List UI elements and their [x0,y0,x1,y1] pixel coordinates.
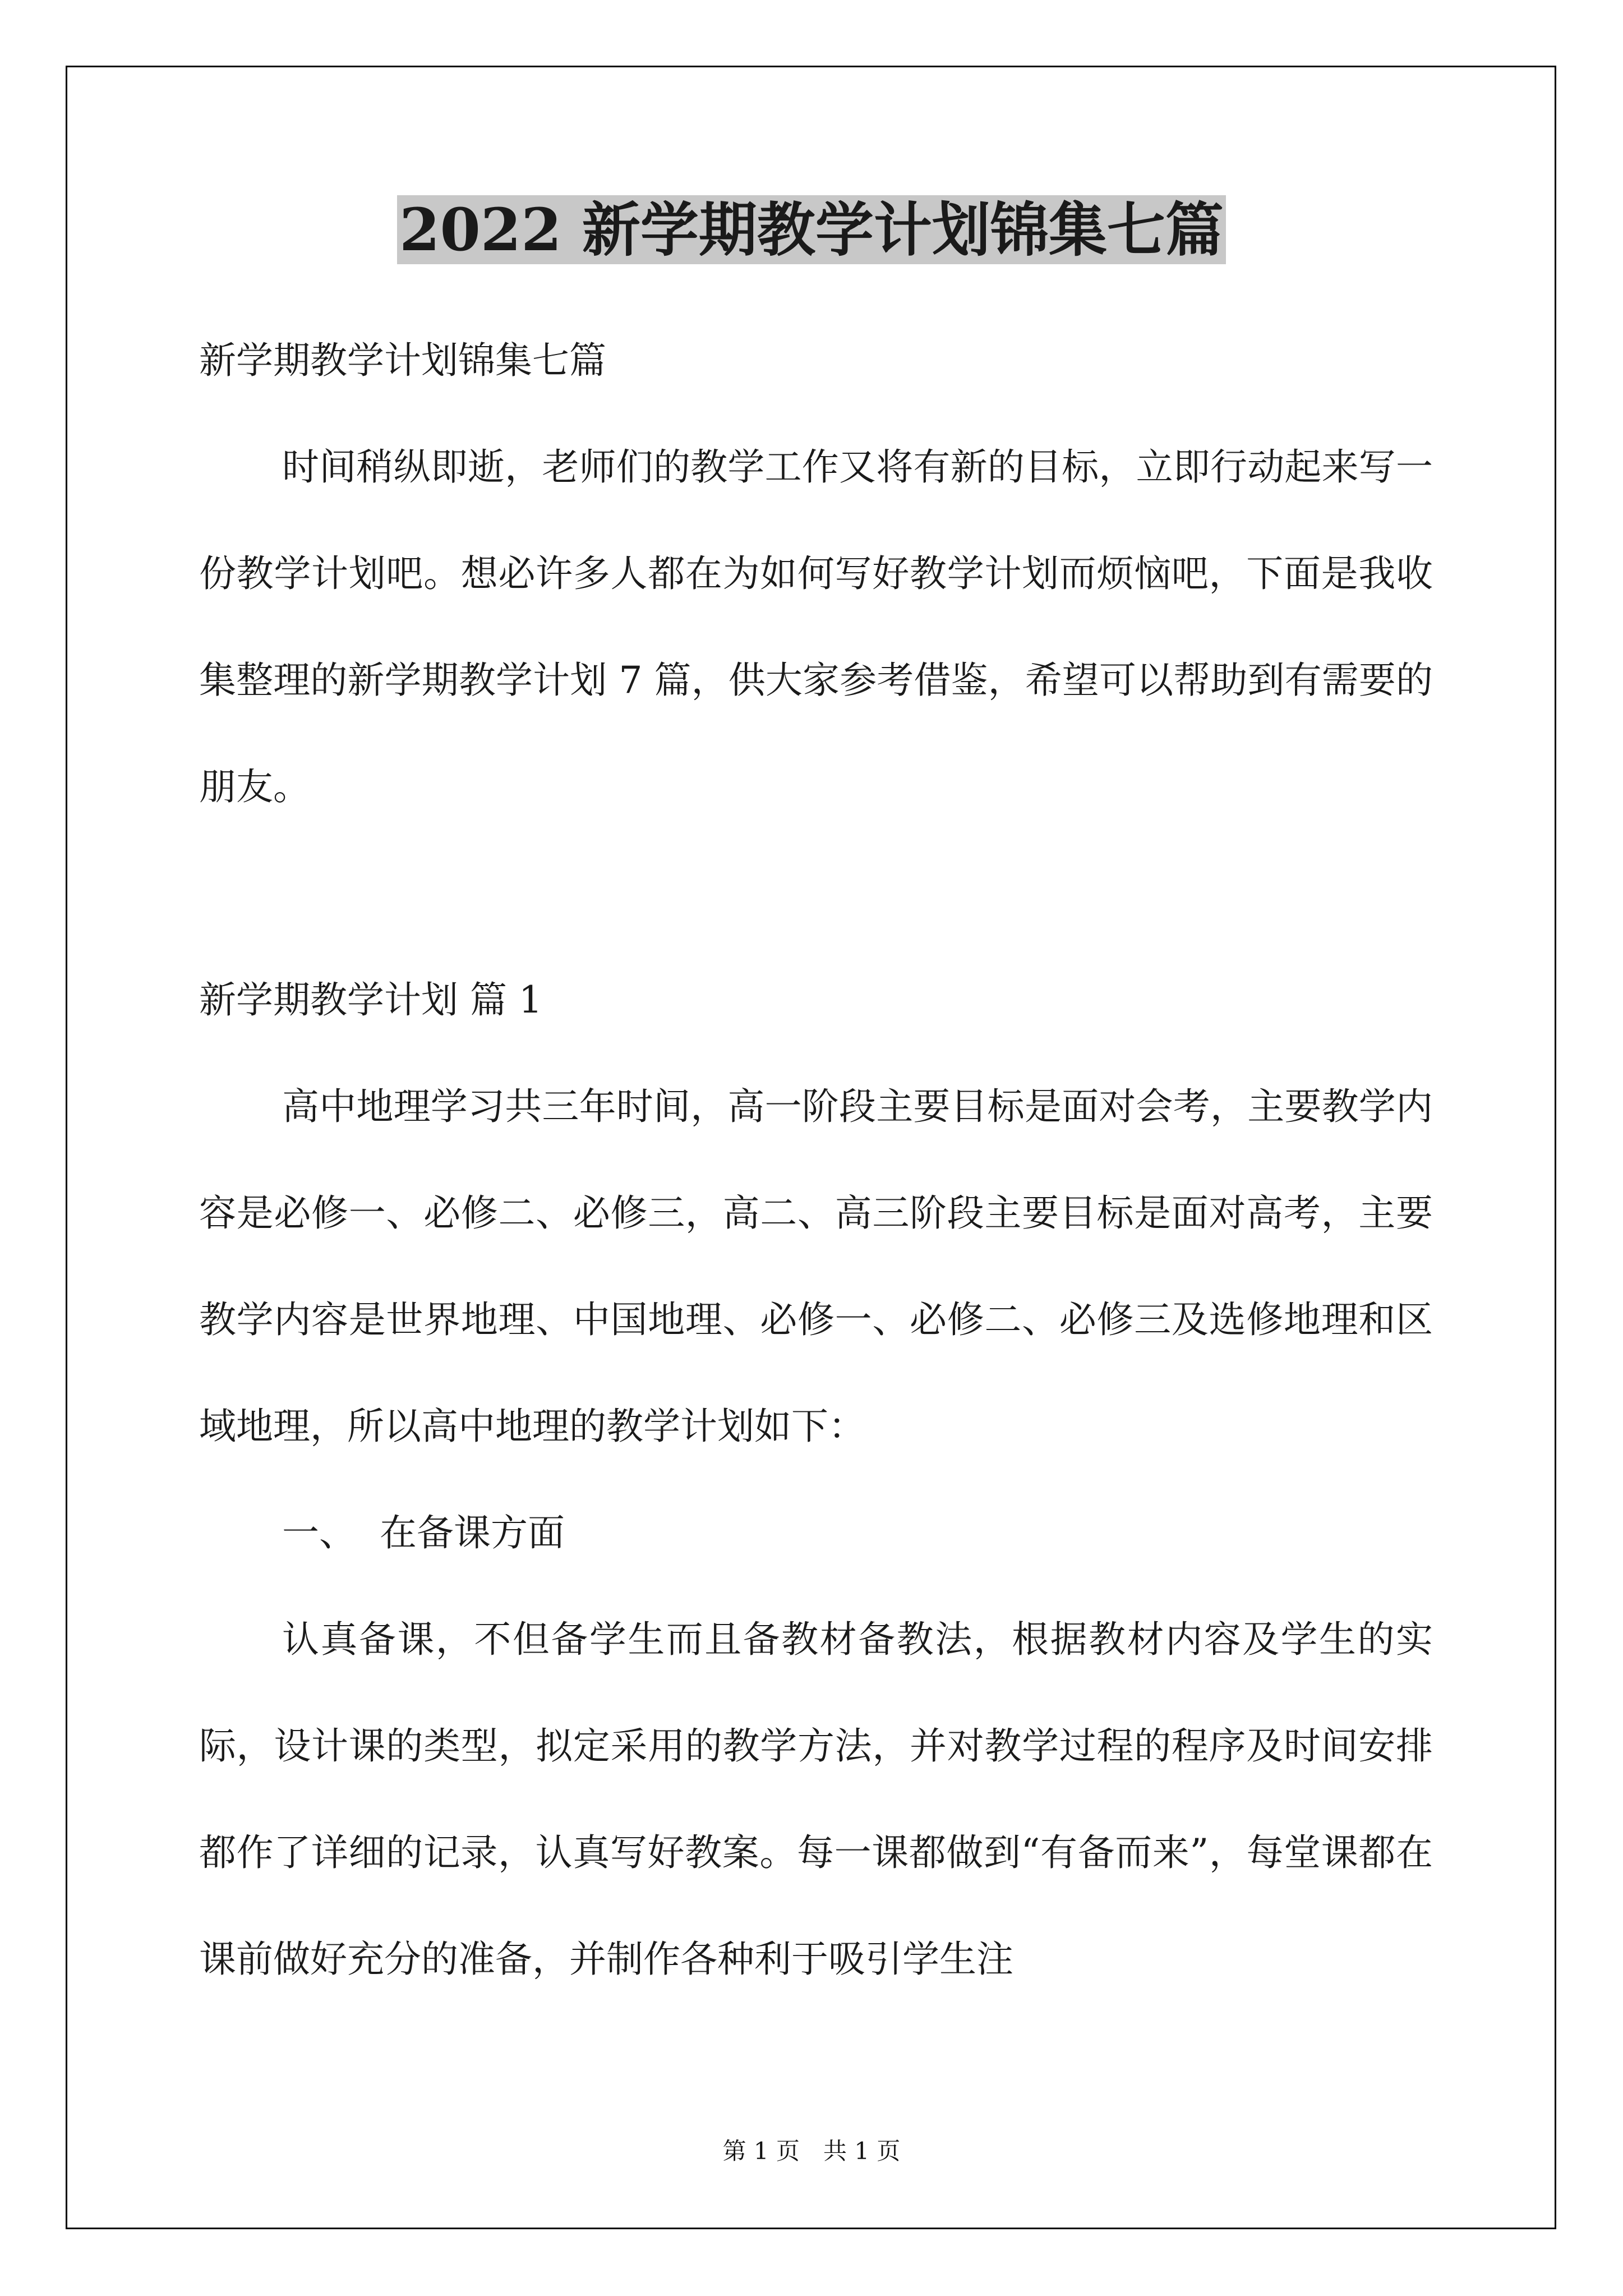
section-paragraph: 认真备课，不但备学生而且备教材备教法，根据教材内容及学生的实际，设计课的类型，拟定采用的教学方法，并对教学过程的程序及时间安排都作了详细的记录，认真写好教案。每一课都做到“有备而来”，每堂课都在课前做好充分的准备，并制作各种利于吸引学生注 [199,1618,1433,1981]
section-heading: 新学期教学计划 篇 1 [199,978,542,1022]
sub-heading: 一、 在备课方面 [282,1511,565,1554]
document-body [199,307,1433,2013]
section-paragraph: 高中地理学习共三年时间，高一阶段主要目标是面对会考，主要教学内容是必修一、必修二、必修三，高二、高三阶段主要目标是面对高考，主要教学内容是世界地理、中国地理、必修一、必修二、必修三及选修地理和区域地理，所以高中地理的教学计划如下： [199,1085,1433,1448]
document-subtitle: 新学期教学计划锦集七篇 [199,339,606,382]
document-title [0,188,1623,272]
page-footer: 第 1 页 共 1 页 [722,2137,901,2165]
document-title-text: 2022 新学期教学计划锦集七篇 [397,195,1226,264]
intro-paragraph: 时间稍纵即逝，老师们的教学工作又将有新的目标，立即行动起来写一份教学计划吧。想必许多人都在为如何写好教学计划而烦恼吧，下面是我收集整理的新学期教学计划 7 篇，供大家参考借鉴，希望可以帮助到有需要的朋友。 [199,445,1433,808]
blank-line [199,840,1433,947]
